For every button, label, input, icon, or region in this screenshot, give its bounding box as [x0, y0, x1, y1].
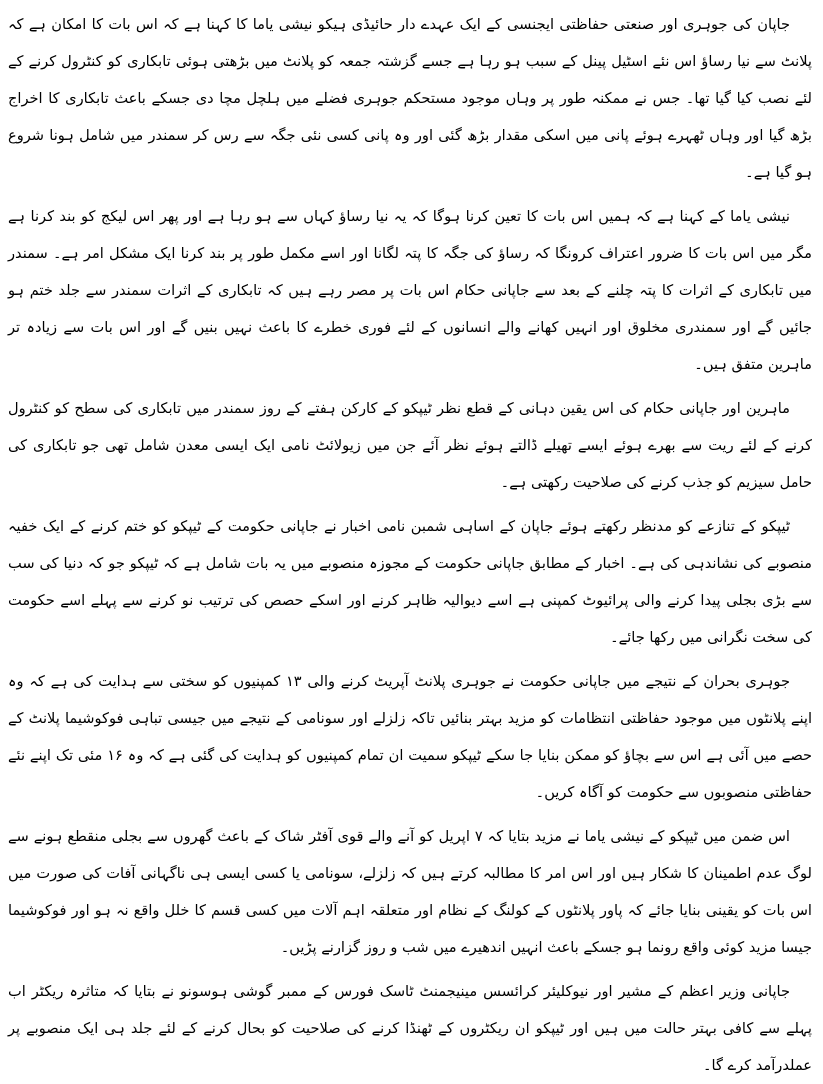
article-paragraph-4: ٹیپکو کے تنازعے کو مدنظر رکھتے ہوئے جاپان کے اساہی شمبن نامی اخبار نے جاپانی حکومت کے ٹیپکو کو ختم کرنے کے ایک خفیہ منصوبے کی نشاندہی کی ہے۔ اخبار کے مطابق جاپانی حکومت کے مجوزہ منصوبے میں یہ بات شامل ہے کہ ٹیپکو جو کہ دنیا کی سب سے بڑی بجلی پیدا کرنے والی پرائیوٹ کمپنی ہے اسے دیوالیہ ظاہر کرنے اور اسکے حصص کی ترتیب نو کرنے سے پہلے اسے حکومت کی سخت نگرانی میں رکھا جائے۔: [8, 518, 812, 646]
article-paragraph-5: جوہری بحران کے نتیجے میں جاپانی حکومت نے جوہری پلانٹ آپریٹ کرنے والی ۱۳ کمپنیوں کو سختی سے ہدایت کی ہے کہ وہ اپنے پلانٹوں میں موجود حفاظتی انتظامات کو مزید بہتر بنائیں تاکہ زلزلے اور سونامی کے نتیجے میں جیسی تباہی فوکوشیما پلانٹ کے حصے میں آئی ہے اس سے بچاؤ کو ممکن بنایا جا سکے ٹیپکو سمیت ان تمام کمپنیوں کو ہدایت کی گئی ہے کہ وہ ۱۶ مئی تک اپنے نئے حفاظتی منصوبوں سے حکومت کو آگاہ کریں۔: [8, 673, 812, 801]
article-paragraph-7: جاپانی وزیر اعظم کے مشیر اور نیوکلیئر کرائسس مینیجمنٹ ٹاسک فورس کے ممبر گوشی ہوسونو نے بتایا کہ متاثرہ ریکٹر اب پہلے سے کافی بہتر حالت میں ہیں اور ٹیپکو ان ریکٹروں کے ٹھنڈا کرنے کی صلاحیت کو بحال کرنے کے لئے جلد ہی ایک منصوبے پر عملدرآمد کرے گا۔: [8, 983, 812, 1074]
article-paragraph-3: ماہرین اور جاپانی حکام کی اس یقین دہانی کے قطع نظر ٹیپکو کے کارکن ہفتے کے روز سمندر میں تابکاری کی سطح کو کنٹرول کرنے کے لئے ریت سے بھرے ہوئے ایسے تھیلے ڈالتے ہوئے نظر آئے جن میں زیولائٹ نامی ایک ایسی معدن شامل تھی جو تابکاری کی حامل سیزیم کو جذب کرنے کی صلاحیت رکھتی ہے۔: [8, 400, 812, 491]
urdu-news-article: [8, 0, 812, 1074]
article-paragraph-2: نیشی یاما کے کہنا ہے کہ ہمیں اس بات کا تعین کرنا ہوگا کہ یہ نیا رساؤ کہاں سے ہو رہا ہے اور پھر اس لیکج کو بند کرنا ہے مگر میں اس بات کا ضرور اعتراف کرونگا کہ رساؤ کی جگہ کا پتہ لگانا اور اسے مکمل طور پر بند کرنا ایک مشکل امر ہے۔ سمندر میں تابکاری کے اثرات کا پتہ چلنے کے بعد سے جاپانی حکام اس بات پر مصر رہے ہیں کہ تابکاری کے اثرات سمندر سے جلد ختم ہو جائیں گے اور سمندری مخلوق اور انہیں کھانے والے انسانوں کے لئے فوری خطرے کا باعث نہیں بنیں گے اور اس بات سے زیادہ تر ماہرین متفق ہیں۔: [8, 208, 812, 373]
article-paragraph-1: جاپان کی جوہری اور صنعتی حفاظتی ایجنسی کے ایک عہدے دار حائیڈی ہیکو نیشی یاما کا کہنا ہے کہ اس بات کا امکان ہے کہ پلانٹ سے نیا رساؤ اس نئے اسٹیل پینل کے سبب ہو رہا ہے جسے گزشتہ جمعہ کو پلانٹ میں بڑھتی ہوئی تابکاری کو کنٹرول کرنے کے لئے نصب کیا گیا تھا۔ جس نے ممکنہ طور پر وہاں موجود مستحکم جوہری فضلے میں ہلچل مچا دی جسکے باعث تابکاری کا اخراج بڑھ گیا اور وہاں ٹھہرے ہوئے پانی میں اسکی مقدار بڑھ گئی اور وہ پانی کسی نئی جگہ سے رس کر سمندر میں شامل ہونا شروع ہو گیا ہے۔: [8, 16, 812, 181]
article-paragraph-6: اس ضمن میں ٹیپکو کے نیشی یاما نے مزید بتایا کہ ۷ اپریل کو آنے والے قوی آفٹر شاک کے باعث گھروں سے بجلی منقطع ہونے سے لوگ عدم اطمینان کا شکار ہیں اور اس امر کا مطالبہ کرتے ہیں کہ زلزلے، سونامی یا کسی ایسی ہی ناگہانی آفات کی صورت میں اس بات کو یقینی بنایا جائے کہ پاور پلانٹوں کے کولنگ کے نظام اور متعلقہ اہم آلات میں کسی قسم کا خلل واقع نہ ہو اور فوکوشیما جیسا مزید کوئی واقع رونما ہو جسکے باعث انہیں اندھیرے میں شب و روز گزارنے پڑیں۔: [8, 828, 812, 956]
